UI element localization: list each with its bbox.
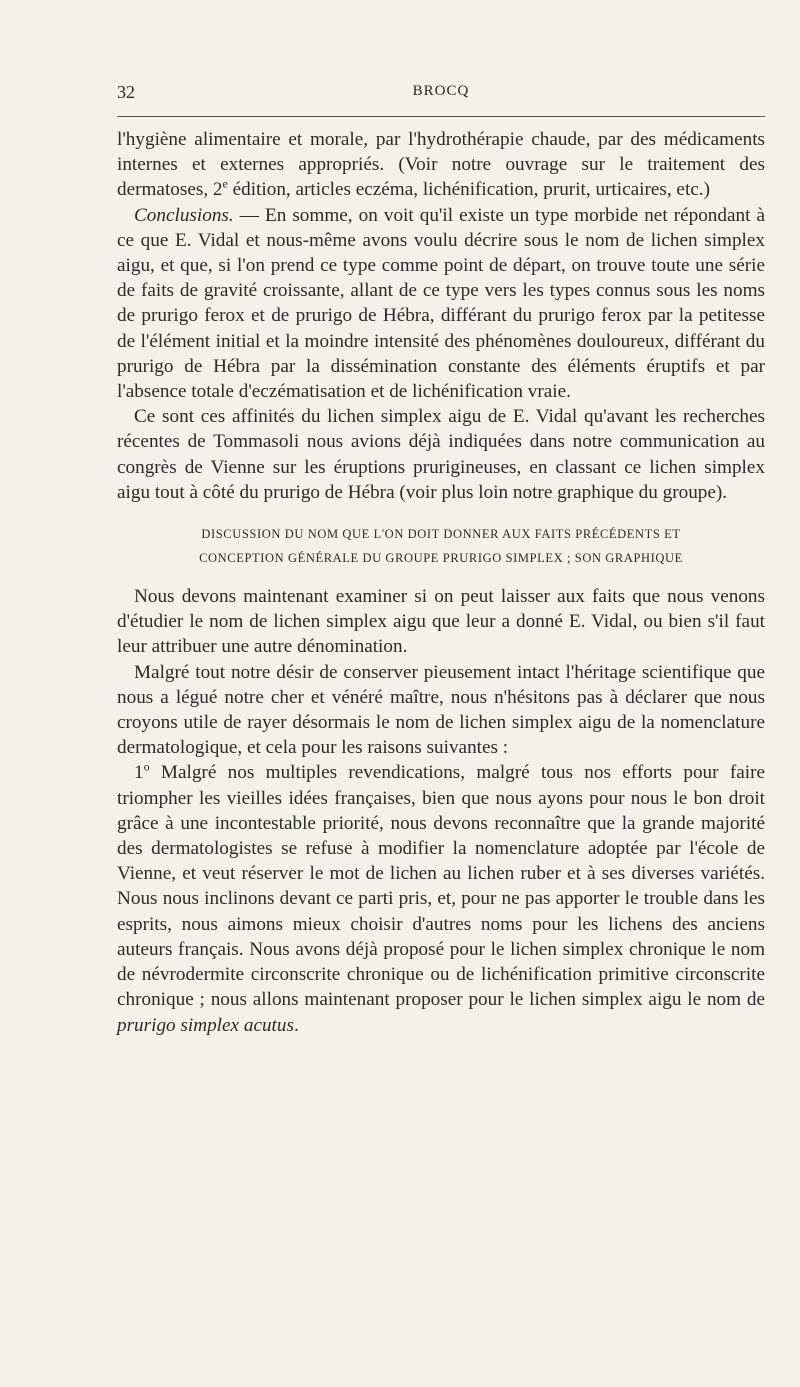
paragraph-heritage: Malgré tout notre désir de conserver pieusement intact l'héritage scientifique que nous a légué notre cher et vénéré maître, nous n'hésitons pas à déclarer que nous croyons utile de rayer désormais le nom de lichen simplex aigu de la nomenclature dermatologique, et cela pour les raisons suivantes :	[117, 661, 765, 759]
running-head	[117, 82, 765, 110]
paragraph-hygiene	[117, 127, 765, 203]
paragraph-point-1	[117, 760, 765, 1037]
prurigo-simplex-acutus-term: prurigo simplex acutus	[117, 1014, 294, 1036]
superscript-o: o	[143, 760, 150, 775]
paragraph-point-1-end: .	[293, 1014, 299, 1036]
conclusions-label: Conclusions.	[134, 204, 234, 226]
paragraph-examiner: Nous devons maintenant examiner si on peut laisser aux faits que nous venons d'étudier le nom de lichen simplex aigu que leur a donné E. Vidal, ou bien s'il faut leur attribuer une autre dénomination.	[117, 586, 765, 658]
section-heading-line-1: DISCUSSION DU NOM QUE L'ON DOIT DONNER AUX FAITS PRÉCÉDENTS ET	[201, 527, 681, 542]
running-title: BROCQ	[412, 83, 470, 99]
book-page	[117, 82, 765, 1038]
main-text	[117, 127, 765, 1038]
paragraph-conclusions	[117, 203, 765, 405]
paragraph-hygiene-text: l'hygiène alimentaire et morale, par l'hydrothérapie chaude, par des médicaments internes et externes appropriés. (Voir notre ouvrage sur le traitement des dermatoses, 2	[117, 129, 765, 201]
paragraph-hygiene-end: édition, articles eczéma, lichénification, prurit, urticaires, etc.)	[227, 179, 710, 201]
paragraph-conclusions-text: — En somme, on voit qu'il existe un type morbide net répondant à ce que E. Vidal et nous-même avons voulu décrire sous le nom de lichen simplex aigu, et que, si l'on prend ce type comme point de départ, on trouve toute une série de faits de gravité croissante, allant de ce type vers les types connus sous les noms de prurigo ferox et de prurigo de Hébra, différant du prurigo ferox par la petitesse de l'élément initial et la moindre intensité des phénomènes douloureux, différant du prurigo de Hébra par la dissémination constante des éléments éruptifs et par l'absence totale d'eczématisation et de lichénification vraie.	[117, 204, 765, 403]
superscript-e: e	[222, 177, 228, 192]
point-number: 1	[134, 762, 144, 784]
paragraph-affinites: Ce sont ces affinités du lichen simplex aigu de E. Vidal qu'avant les recherches récentes de Tommasoli nous avions déjà indiquées dans notre communication au congrès de Vienne sur les éruptions prurigineuses, en classant ce lichen simplex aigu tout à côté du prurigo de Hébra (voir plus loin notre graphique du groupe).	[117, 406, 765, 503]
section-heading-line-2: CONCEPTION GÉNÉRALE DU GROUPE PRURIGO SIMPLEX ; SON GRAPHIQUE	[199, 551, 683, 566]
section-heading	[117, 522, 765, 570]
header-rule	[117, 116, 765, 117]
page-number: 32	[117, 82, 135, 102]
paragraph-point-1-text: Malgré nos multiples revendications, malgré tous nos efforts pour faire triompher les vieilles idées françaises, bien que nous ayons pour nous le bon droit grâce à une incontestable priorité, nous devons reconnaître que la grande majorité des dermatologistes se refuse à modifier la nomenclature adoptée par l'école de Vienne, et veut réserver le mot de lichen au lichen ruber et à ses diverses variétés. Nous nous inclinons devant ce parti pris, et, pour ne pas apporter le trouble dans les esprits, nous aimons mieux choisir d'autres noms pour les lichens des anciens auteurs français. Nous avons déjà proposé pour le lichen simplex chronique le nom de névrodermite circonscrite chronique ou de lichénification primitive circonscrite chronique ; nous allons maintenant proposer pour le lichen simplex aigu le nom de	[117, 762, 765, 1011]
